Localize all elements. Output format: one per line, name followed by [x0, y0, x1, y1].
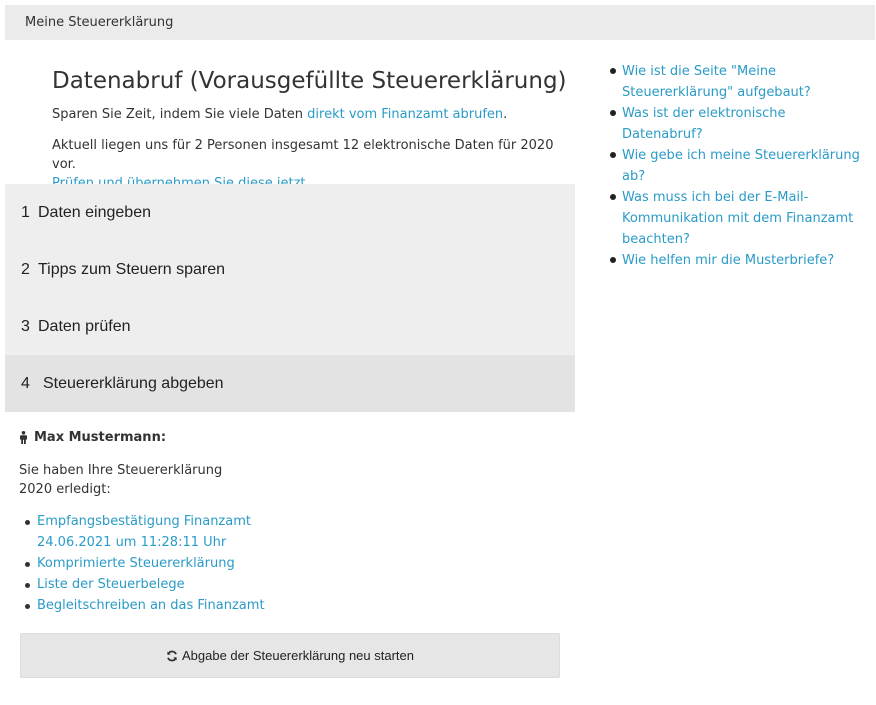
faq-link-datenabruf[interactable]: Was ist der elektronische Datenabruf? [622, 106, 786, 142]
receipts-list-link[interactable]: Liste der Steuerbelege [37, 577, 185, 592]
intro-text [52, 105, 575, 124]
step-daten-eingeben[interactable] [5, 184, 575, 241]
step-label: Daten eingeben [38, 203, 151, 221]
intro-prefix: Sparen Sie Zeit, indem Sie viele Daten [52, 107, 308, 122]
step-number: 2 [21, 260, 30, 278]
data-info-text: Aktuell liegen uns für 2 Personen insgesamt 12 elektronische Daten für 2020 vor. [52, 138, 554, 172]
faq-link-musterbriefe[interactable]: Wie helfen mir die Musterbriefe? [622, 253, 835, 268]
list-item [622, 250, 870, 271]
list-item [622, 187, 870, 250]
main-content [5, 40, 575, 663]
step-label: Steuererklärung abgeben [43, 374, 224, 392]
step-tipps[interactable] [5, 241, 575, 298]
step-abgeben[interactable] [5, 355, 575, 412]
faq-link-submission[interactable]: Wie gebe ich meine Steuererklärung ab? [622, 148, 860, 184]
restart-submission-label: Abgabe der Steuererklärung neu starten [182, 648, 414, 663]
top-bar [5, 5, 875, 40]
header-block [5, 40, 575, 193]
faq-link-page-structure[interactable]: Wie ist die Seite "Meine Steuererklärung" aufgebaut? [622, 64, 811, 100]
user-name-row [19, 430, 559, 445]
receipt-link[interactable] [37, 514, 251, 550]
list-item [37, 595, 559, 616]
user-name: Max Mustermann: [34, 430, 167, 445]
restart-submission-button[interactable] [20, 633, 560, 678]
person-icon [19, 431, 28, 444]
list-item [37, 511, 559, 553]
step-list [5, 184, 575, 412]
completion-status: Sie haben Ihre Steuererklärung 2020 erledigt: [19, 463, 223, 497]
step-label: Daten prüfen [38, 317, 131, 335]
list-item [37, 574, 559, 595]
list-item [622, 61, 870, 103]
step-daten-pruefen[interactable] [5, 298, 575, 355]
compressed-return-link[interactable]: Komprimierte Steuererklärung [37, 556, 235, 571]
user-submission-block [19, 430, 559, 663]
list-item [37, 553, 559, 574]
top-bar-title: Meine Steuererklärung [25, 15, 174, 30]
faq-link-email[interactable]: Was muss ich bei der E-Mail-Kommunikation mit dem Finanzamt beachten? [622, 190, 854, 247]
list-item [622, 145, 870, 187]
list-item [622, 103, 870, 145]
datenabruf-link[interactable]: direkt vom Finanzamt abrufen [307, 107, 504, 122]
cover-letter-link[interactable]: Begleitschreiben an das Finanzamt [37, 598, 265, 613]
faq-list [608, 61, 870, 271]
receipt-timestamp: 24.06.2021 um 11:28:11 Uhr [37, 535, 227, 550]
step-number: 1 [21, 203, 30, 221]
page-title: Datenabruf (Vorausgefüllte Steuererklärung) [52, 68, 567, 94]
refresh-icon [166, 650, 178, 662]
step-number: 3 [21, 317, 30, 335]
faq-sidebar [608, 61, 870, 271]
intro-suffix: . [503, 107, 508, 122]
step-number: 4 [21, 374, 30, 392]
document-list [19, 511, 559, 616]
receipt-link-label: Empfangsbestätigung Finanzamt [37, 514, 251, 529]
step-label: Tipps zum Steuern sparen [38, 260, 226, 278]
